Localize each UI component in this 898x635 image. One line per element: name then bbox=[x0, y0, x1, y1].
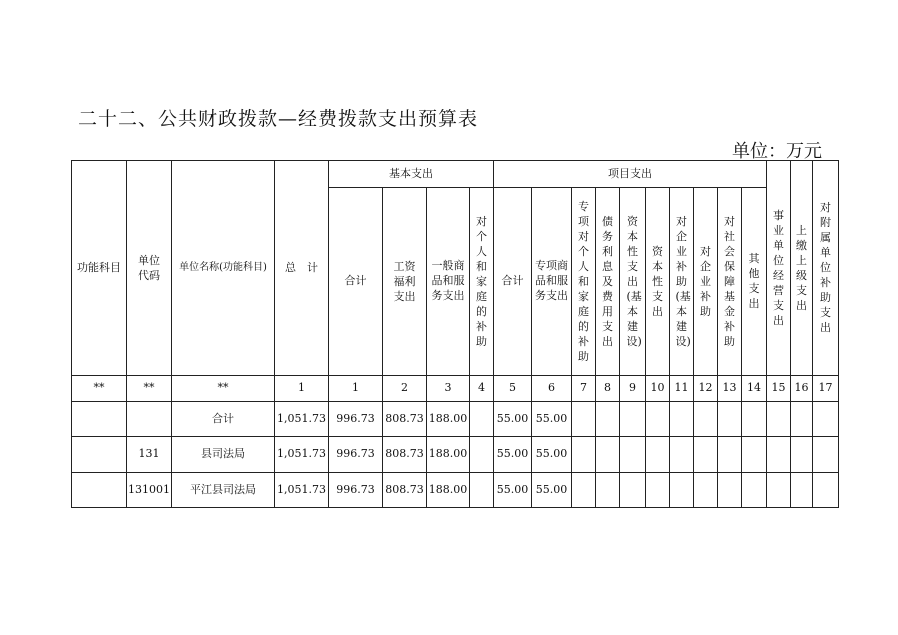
index-cell: 15 bbox=[767, 376, 791, 402]
empty-cell bbox=[572, 402, 596, 437]
col-unit-code: 单位代码 bbox=[127, 161, 172, 376]
empty-cell bbox=[646, 473, 670, 508]
index-cell: ** bbox=[72, 376, 127, 402]
col-total: 总 计 bbox=[275, 161, 329, 376]
index-cell: ** bbox=[172, 376, 275, 402]
table-row bbox=[72, 437, 839, 473]
empty-cell bbox=[767, 473, 791, 508]
empty-cell bbox=[718, 473, 742, 508]
cell-individual bbox=[470, 437, 494, 473]
cell-project-total: 55.00 bbox=[494, 437, 532, 473]
cell-special-goods: 55.00 bbox=[532, 437, 572, 473]
cell-salary: 808.73 bbox=[383, 473, 427, 508]
empty-cell bbox=[620, 402, 646, 437]
empty-cell bbox=[718, 437, 742, 473]
empty-cell bbox=[646, 402, 670, 437]
empty-cell bbox=[791, 437, 813, 473]
cell-code: 131001 bbox=[127, 473, 172, 508]
cell-goods: 188.00 bbox=[427, 402, 470, 437]
index-cell: 2 bbox=[383, 376, 427, 402]
index-cell: 1 bbox=[275, 376, 329, 402]
empty-cell bbox=[767, 402, 791, 437]
cell-name: 合计 bbox=[172, 402, 275, 437]
cell-goods: 188.00 bbox=[427, 437, 470, 473]
index-cell: 17 bbox=[813, 376, 839, 402]
index-row bbox=[72, 376, 839, 402]
col-capital-basic: 资本性支出(基本建设) bbox=[620, 188, 646, 376]
cell-salary: 808.73 bbox=[383, 402, 427, 437]
col-salary: 工资福利支出 bbox=[383, 188, 427, 376]
cell-basic-total: 996.73 bbox=[329, 473, 383, 508]
index-cell: 12 bbox=[694, 376, 718, 402]
col-basic-total: 合计 bbox=[329, 188, 383, 376]
empty-cell bbox=[670, 473, 694, 508]
index-cell: 10 bbox=[646, 376, 670, 402]
index-cell: 4 bbox=[470, 376, 494, 402]
cell-total: 1,051.73 bbox=[275, 402, 329, 437]
col-special-goods: 专项商品和服务支出 bbox=[532, 188, 572, 376]
cell-func bbox=[72, 402, 127, 437]
index-cell: 9 bbox=[620, 376, 646, 402]
cell-special-goods: 55.00 bbox=[532, 402, 572, 437]
empty-cell bbox=[596, 437, 620, 473]
index-cell: 14 bbox=[742, 376, 767, 402]
cell-func bbox=[72, 437, 127, 473]
empty-cell bbox=[620, 437, 646, 473]
index-cell: 6 bbox=[532, 376, 572, 402]
empty-cell bbox=[596, 473, 620, 508]
col-social-security: 对社会保障基金补助 bbox=[718, 188, 742, 376]
table-row bbox=[72, 473, 839, 508]
index-cell: 13 bbox=[718, 376, 742, 402]
col-goods-services: 一般商品和服务支出 bbox=[427, 188, 470, 376]
col-project-total: 合计 bbox=[494, 188, 532, 376]
col-affiliated-unit: 对附属单位补助支出 bbox=[813, 161, 839, 376]
col-enterprise-basic: 对企业补助(基本建设) bbox=[670, 188, 694, 376]
empty-cell bbox=[694, 402, 718, 437]
unit-label: 单位：万元 bbox=[732, 141, 822, 162]
cell-salary: 808.73 bbox=[383, 437, 427, 473]
empty-cell bbox=[596, 402, 620, 437]
empty-cell bbox=[670, 437, 694, 473]
cell-func bbox=[72, 473, 127, 508]
header-row-1 bbox=[72, 161, 839, 188]
empty-cell bbox=[742, 473, 767, 508]
cell-project-total: 55.00 bbox=[494, 402, 532, 437]
empty-cell bbox=[791, 473, 813, 508]
col-unit-name: 单位名称(功能科目) bbox=[172, 161, 275, 376]
empty-cell bbox=[646, 437, 670, 473]
col-debt-interest: 债务利息及费用支出 bbox=[596, 188, 620, 376]
index-cell: ** bbox=[127, 376, 172, 402]
page-title: 二十二、公共财政拨款—经费拨款支出预算表 bbox=[78, 108, 479, 130]
col-individual-subsidy: 对个人和家庭的补助 bbox=[470, 188, 494, 376]
col-capital: 资本性支出 bbox=[646, 188, 670, 376]
empty-cell bbox=[670, 402, 694, 437]
cell-special-goods: 55.00 bbox=[532, 473, 572, 508]
col-special-individual: 专项对个人和家庭的补助 bbox=[572, 188, 596, 376]
cell-name: 县司法局 bbox=[172, 437, 275, 473]
col-other: 其他支出 bbox=[742, 188, 767, 376]
col-enterprise: 对企业补助 bbox=[694, 188, 718, 376]
col-business-unit: 事业单位经营支出 bbox=[767, 161, 791, 376]
cell-basic-total: 996.73 bbox=[329, 402, 383, 437]
cell-total: 1,051.73 bbox=[275, 437, 329, 473]
empty-cell bbox=[694, 437, 718, 473]
group-project: 项目支出 bbox=[494, 161, 767, 188]
index-cell: 8 bbox=[596, 376, 620, 402]
table-row bbox=[72, 402, 839, 437]
empty-cell bbox=[718, 402, 742, 437]
index-cell: 11 bbox=[670, 376, 694, 402]
col-upper-level: 上缴上级支出 bbox=[791, 161, 813, 376]
col-func-subject: 功能科目 bbox=[72, 161, 127, 376]
empty-cell bbox=[742, 402, 767, 437]
empty-cell bbox=[572, 473, 596, 508]
cell-code bbox=[127, 402, 172, 437]
cell-project-total: 55.00 bbox=[494, 473, 532, 508]
cell-individual bbox=[470, 402, 494, 437]
cell-code: 131 bbox=[127, 437, 172, 473]
index-cell: 5 bbox=[494, 376, 532, 402]
group-basic: 基本支出 bbox=[329, 161, 494, 188]
empty-cell bbox=[694, 473, 718, 508]
cell-goods: 188.00 bbox=[427, 473, 470, 508]
empty-cell bbox=[813, 437, 839, 473]
empty-cell bbox=[572, 437, 596, 473]
empty-cell bbox=[813, 402, 839, 437]
empty-cell bbox=[813, 473, 839, 508]
index-cell: 1 bbox=[329, 376, 383, 402]
empty-cell bbox=[742, 437, 767, 473]
budget-table bbox=[71, 160, 839, 508]
index-cell: 16 bbox=[791, 376, 813, 402]
cell-total: 1,051.73 bbox=[275, 473, 329, 508]
empty-cell bbox=[767, 437, 791, 473]
empty-cell bbox=[791, 402, 813, 437]
index-cell: 7 bbox=[572, 376, 596, 402]
cell-individual bbox=[470, 473, 494, 508]
cell-basic-total: 996.73 bbox=[329, 437, 383, 473]
cell-name: 平江县司法局 bbox=[172, 473, 275, 508]
empty-cell bbox=[620, 473, 646, 508]
index-cell: 3 bbox=[427, 376, 470, 402]
